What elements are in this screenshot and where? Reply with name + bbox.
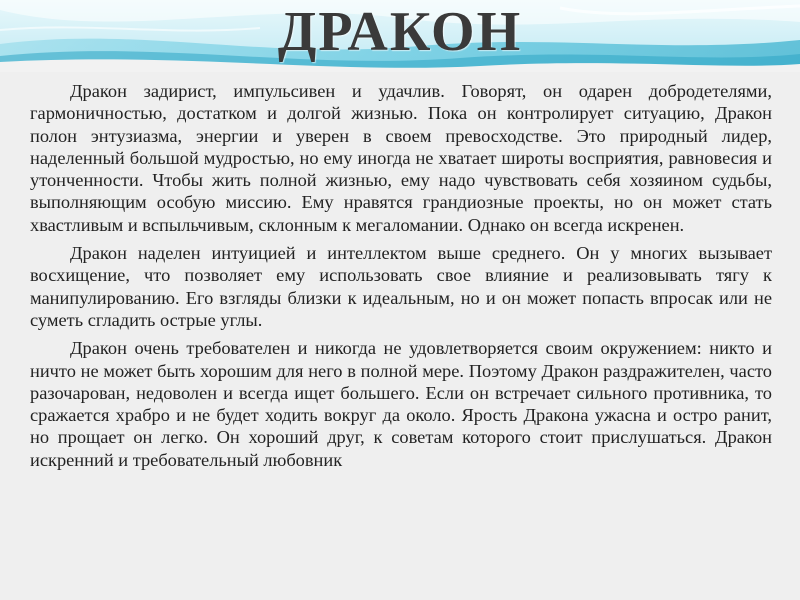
- slide-body: [30, 80, 772, 477]
- slide-title: ДРАКОН: [277, 1, 523, 63]
- paragraph-3: Дракон очень требователен и никогда не удовлетворяется своим окружением: никто и ничто не может быть хорошим для него в полной мере. Поэтому Дракон раздражителен, часто разочарован, недоволен и всегда ищет большего. Если он встречает сильного противника, то сражается храбро и не будет ходить вокруг да около. Ярость Дракона ужасна и остро ранит, но прощает он легко. Он хороший друг, к советам которого стоит прислушаться. Дракон искренний и требовательный любовник: [30, 338, 772, 470]
- paragraph-1: Дракон задирист, импульсивен и удачлив. Говорят, он одарен добродетелями, гармоничностью, достатком и долгой жизнью. Пока он контролирует ситуацию, Дракон полон энтузиазма, энергии и уверен в своем превосходстве. Это природный лидер, наделенный большой мудростью, но ему иногда не хватает широты восприятия, равновесия и утонченности. Чтобы жить полной жизнью, ему надо чувствовать себя хозяином судьбы, выполняющим особую миссию. Ему нравятся грандиозные проекты, но он может стать хвастливым и вспыльчивым, склонным к мегаломании. Однако он всегда искренен.: [30, 81, 772, 235]
- paragraph-2: Дракон наделен интуицией и интеллектом выше среднего. Он у многих вызывает восхищение, что позволяет ему использовать свое влияние и реализовывать тягу к манипулированию. Его взгляды близки к идеальным, но и он может попасть впросак или не суметь сгладить острые углы.: [30, 243, 772, 330]
